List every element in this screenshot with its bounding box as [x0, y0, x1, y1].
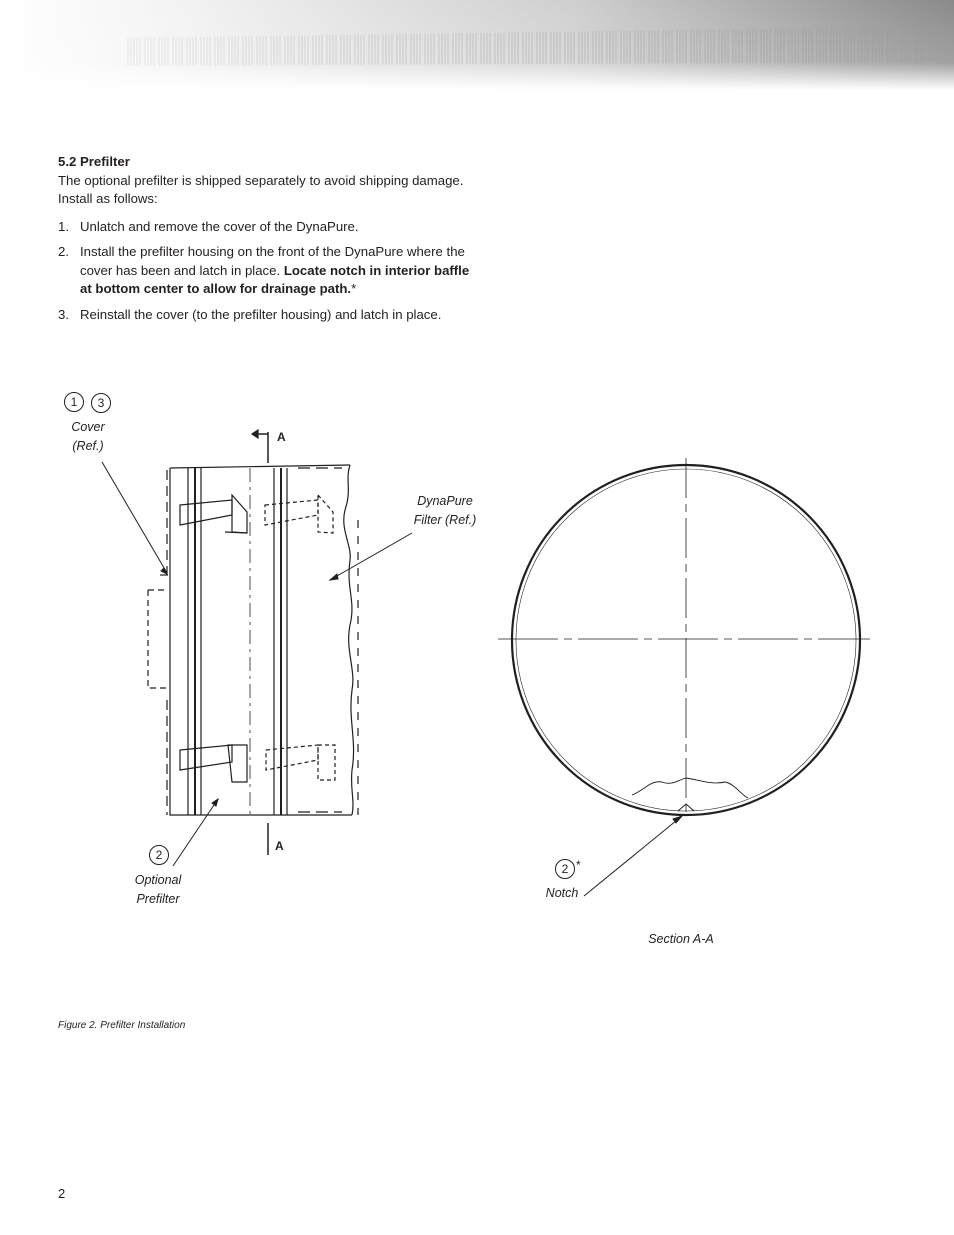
step-3	[58, 306, 478, 325]
prefilter-section	[58, 153, 478, 331]
prefilter-label-line2: Prefilter	[136, 891, 180, 906]
notch-label: Notch	[545, 886, 579, 900]
header-banner	[0, 0, 954, 90]
leader-lines	[102, 462, 682, 896]
step-text: Unlatch and remove the cover of the DynaPure.	[80, 218, 359, 234]
step-text: Reinstall the cover (to the prefilter housing) and latch in place.	[80, 306, 442, 322]
step-text-bold: Locate notch in interior baffle at bottom center to allow for drainage path.	[80, 262, 470, 296]
section-a-a-view	[498, 458, 870, 815]
section-markers	[252, 430, 268, 855]
dynapure-filter-label	[405, 492, 485, 529]
notch-asterisk: *	[576, 858, 581, 872]
step-asterisk: *	[351, 281, 357, 296]
cover-label	[55, 418, 121, 455]
callout-2-notch: 2	[555, 859, 575, 879]
step-number: 3.	[58, 306, 69, 322]
figure-caption: Figure 2. Prefilter Installation	[58, 1020, 186, 1031]
callout-3-circle: 3	[91, 393, 111, 413]
step-number: 2.	[58, 244, 69, 259]
step-text: Install the prefilter housing on the front of the DynaPure where the cover has been and latch in place.	[80, 244, 465, 278]
optional-prefilter-label	[122, 871, 194, 908]
page-number: 2	[58, 1186, 66, 1201]
intro-paragraph: The optional prefilter is shipped separately to avoid shipping damage. Install as follows:	[58, 172, 464, 206]
step-number: 1.	[58, 218, 69, 234]
callout-1-circle: 1	[64, 392, 84, 412]
dynapure-label-line2: Filter (Ref.)	[413, 512, 477, 527]
section-title: 5.2 Prefilter	[58, 154, 130, 169]
section-letter-top: A	[277, 430, 286, 444]
prefilter-installation-figure	[0, 380, 954, 980]
cover-label-line1: Cover	[71, 420, 105, 434]
cover-label-line2: (Ref.)	[72, 438, 104, 453]
dynapure-label-line1: DynaPure	[417, 494, 473, 508]
section-a-a-caption: Section A-A	[648, 932, 714, 946]
installation-steps	[58, 218, 478, 325]
housing-side-view	[148, 465, 358, 815]
step-2	[58, 243, 478, 299]
step-1	[58, 218, 478, 237]
section-letter-bottom: A	[275, 839, 284, 853]
callout-2-prefilter: 2	[149, 845, 169, 865]
prefilter-label-line1: Optional	[134, 873, 182, 887]
